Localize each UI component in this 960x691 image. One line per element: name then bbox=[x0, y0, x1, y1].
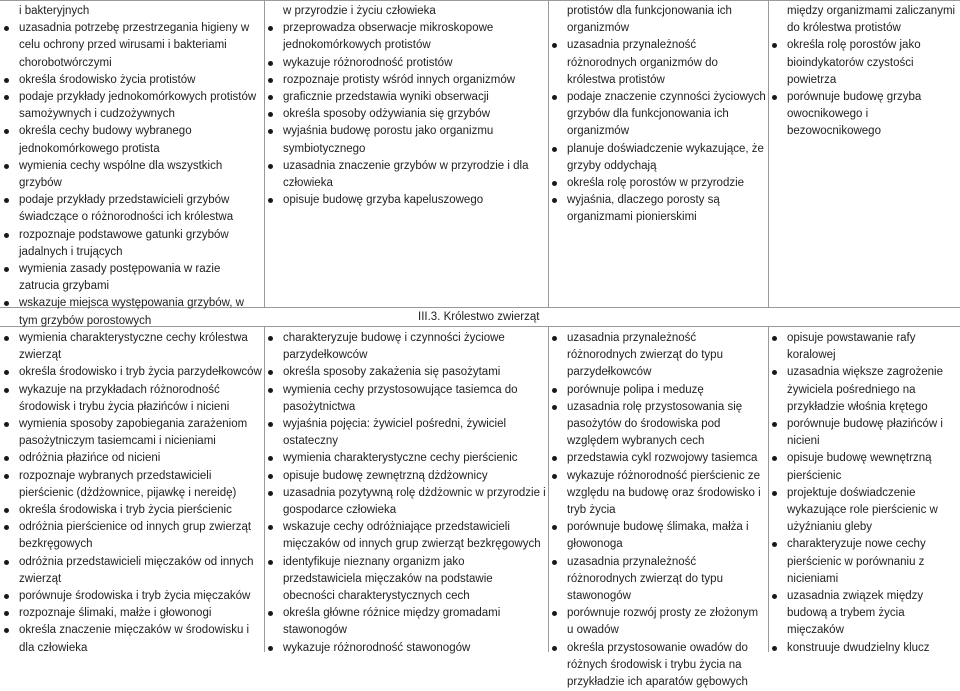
list-item: wykazuje różnorodność pierścienic ze względu na budowę oraz środowisko i tryb życia bbox=[548, 468, 766, 520]
list-item: określa rolę porostów jako bioindykatorów czystości powietrza bbox=[768, 37, 958, 89]
top-column-1-list bbox=[0, 3, 262, 330]
list-item: odróżnia przedstawicieli mięczaków od innych zwierząt bbox=[0, 554, 262, 588]
list-item: określa sposoby zakażenia się pasożytami bbox=[264, 364, 546, 381]
list-item: uzasadnia przynależność różnorodnych organizmów do królestwa protistów bbox=[548, 37, 766, 89]
list-item-continuation: w przyrodzie i życiu człowieka bbox=[283, 5, 436, 17]
list-item: wymienia sposoby zapobiegania zarażeniom pasożytniczym tasiemcami i nicieniami bbox=[0, 416, 262, 450]
bottom-column-4 bbox=[768, 330, 958, 657]
bottom-column-3 bbox=[548, 330, 766, 691]
list-item: wymienia charakterystyczne cechy królestwa zwierząt bbox=[0, 330, 262, 364]
bottom-column-2-list bbox=[264, 330, 546, 657]
list-item: porównuje budowę grzyba owocnikowego i bezowocnikowego bbox=[768, 89, 958, 141]
list-item: porównuje budowę ślimaka, małża i głowonoga bbox=[548, 519, 766, 553]
list-item: określa główne różnice między gromadami stawonogów bbox=[264, 605, 546, 639]
list-item: rozpoznaje wybranych przedstawicieli pierścienic (dżdżownice, pijawkę i nereidę) bbox=[0, 468, 262, 502]
list-item: porównuje budowę płazińców i nicieni bbox=[768, 416, 958, 450]
list-item: wyjaśnia, dlaczego porosty są organizmami pionierskimi bbox=[548, 192, 766, 226]
list-item: rozpoznaje ślimaki, małże i głowonogi bbox=[0, 605, 262, 622]
list-item: określa przystosowanie owadów do różnych środowisk i trybu życia na przykładzie ich aparatów gębowych bbox=[548, 640, 766, 691]
list-item: wymienia charakterystyczne cechy pierścienic bbox=[264, 450, 546, 467]
list-item: opisuje budowę wewnętrzną pierścienic bbox=[768, 450, 958, 484]
list-item: uzasadnia przynależność różnorodnych zwierząt do typu stawonogów bbox=[548, 554, 766, 606]
list-item: określa znaczenie mięczaków w środowisku i dla człowieka bbox=[0, 622, 262, 656]
list-item: odróżnia pierścienice od innych grup zwierząt bezkręgowych bbox=[0, 519, 262, 553]
top-column-4 bbox=[768, 3, 958, 141]
list-item: uzasadnia rolę przystosowania się pasożytów do środowiska pod względem wybranych cech bbox=[548, 399, 766, 451]
list-item-continuation: między organizmami zaliczanymi do królestwa protistów bbox=[787, 5, 956, 35]
list-item: wymienia zasady postępowania w razie zatrucia grzybami bbox=[0, 261, 262, 295]
list-item: wykazuje różnorodność stawonogów bbox=[264, 640, 546, 657]
top-column-4-list bbox=[768, 3, 958, 141]
bottom-column-3-list bbox=[548, 330, 766, 691]
list-item: uzasadnia związek między budową a trybem życia mięczaków bbox=[768, 588, 958, 640]
list-item: projektuje doświadczenie wykazujące role pierścienic w użyźnianiu gleby bbox=[768, 485, 958, 537]
list-item: określa środowiska i tryb życia pierścienic bbox=[0, 502, 262, 519]
list-item: graficznie przedstawia wyniki obserwacji bbox=[264, 89, 546, 106]
list-item: charakteryzuje budowę i czynności życiowe parzydełkowców bbox=[264, 330, 546, 364]
list-item: uzasadnia potrzebę przestrzegania higieny w celu ochrony przed wirusami i bakteriami chorobotwórczymi bbox=[0, 20, 262, 72]
list-item: wyjaśnia budowę porostu jako organizmu symbiotycznego bbox=[264, 123, 546, 157]
list-item: rozpoznaje protisty wśród innych organizmów bbox=[264, 72, 546, 89]
list-item: charakteryzuje nowe cechy pierścienic w porównaniu z nicieniami bbox=[768, 536, 958, 588]
section-title: III.3. Królestwo zwierząt bbox=[418, 311, 540, 323]
list-item-continuation: protistów dla funkcjonowania ich organizmów bbox=[567, 5, 732, 35]
list-item: opisuje powstawanie rafy koralowej bbox=[768, 330, 958, 364]
list-item: wskazuje miejsca występowania grzybów, w tym grzybów porostowych bbox=[0, 295, 262, 329]
list-item: porównuje polipa i meduzę bbox=[548, 382, 766, 399]
bottom-column-2 bbox=[264, 330, 546, 657]
bottom-column-1 bbox=[0, 330, 262, 657]
top-column-2-list bbox=[264, 3, 546, 209]
list-item: opisuje budowę grzyba kapeluszowego bbox=[264, 192, 546, 209]
list-item: konstruuje dwudzielny klucz bbox=[768, 640, 958, 657]
list-item: uzasadnia pozytywną rolę dżdżownic w przyrodzie i gospodarce człowieka bbox=[264, 485, 546, 519]
list-item: wymienia cechy wspólne dla wszystkich grzybów bbox=[0, 158, 262, 192]
list-item: uzasadnia większe zagrożenie żywiciela pośredniego na przykładzie włośnia krętego bbox=[768, 364, 958, 416]
list-item: opisuje budowę zewnętrzną dżdżownicy bbox=[264, 468, 546, 485]
list-item: określa cechy budowy wybranego jednokomórkowego protista bbox=[0, 123, 262, 157]
list-item: określa środowisko życia protistów bbox=[0, 72, 262, 89]
list-item: planuje doświadczenie wykazujące, że grzyby oddychają bbox=[548, 141, 766, 175]
list-item: określa sposoby odżywiania się grzybów bbox=[264, 106, 546, 123]
list-item: wykazuje na przykładach różnorodność środowisk i trybu życia płazińców i nicieni bbox=[0, 382, 262, 416]
list-item: przeprowadza obserwacje mikroskopowe jednokomórkowych protistów bbox=[264, 20, 546, 54]
list-item: porównuje środowiska i tryb życia mięczaków bbox=[0, 588, 262, 605]
list-item: przedstawia cykl rozwojowy tasiemca bbox=[548, 450, 766, 467]
list-item: podaje przykłady przedstawicieli grzybów świadczące o różnorodności ich królestwa bbox=[0, 192, 262, 226]
list-item: określa środowisko i tryb życia parzydełkowców bbox=[0, 364, 262, 381]
list-item: wskazuje cechy odróżniające przedstawicieli mięczaków od innych grup zwierząt bezkręgowych bbox=[264, 519, 546, 553]
list-item: uzasadnia znaczenie grzybów w przyrodzie i dla człowieka bbox=[264, 158, 546, 192]
list-item: określa rolę porostów w przyrodzie bbox=[548, 175, 766, 192]
list-item: identyfikuje nieznany organizm jako przedstawiciela mięczaków na podstawie obecności charakterystycznych cech bbox=[264, 554, 546, 606]
top-column-3 bbox=[548, 3, 766, 227]
bottom-column-4-list bbox=[768, 330, 958, 657]
top-column-2 bbox=[264, 3, 546, 209]
list-item: podaje znaczenie czynności życiowych grzybów dla funkcjonowania ich organizmów bbox=[548, 89, 766, 141]
list-item: wymienia cechy przystosowujące tasiemca do pasożytnictwa bbox=[264, 382, 546, 416]
list-item-continuation: i bakteryjnych bbox=[19, 5, 90, 17]
list-item: wyjaśnia pojęcia: żywiciel pośredni, żywiciel ostateczny bbox=[264, 416, 546, 450]
list-item: uzasadnia przynależność różnorodnych zwierząt do typu parzydełkowców bbox=[548, 330, 766, 382]
list-item: porównuje rozwój prosty ze złożonym u owadów bbox=[548, 605, 766, 639]
top-column-1 bbox=[0, 3, 262, 330]
table-divider-top bbox=[0, 0, 960, 1]
top-column-3-list bbox=[548, 3, 766, 227]
list-item: podaje przykłady jednokomórkowych protistów samożywnych i cudzożywnych bbox=[0, 89, 262, 123]
list-item: wykazuje różnorodność protistów bbox=[264, 55, 546, 72]
list-item: rozpoznaje podstawowe gatunki grzybów jadalnych i trujących bbox=[0, 227, 262, 261]
bottom-column-1-list bbox=[0, 330, 262, 657]
list-item: odróżnia płazińce od nicieni bbox=[0, 450, 262, 467]
